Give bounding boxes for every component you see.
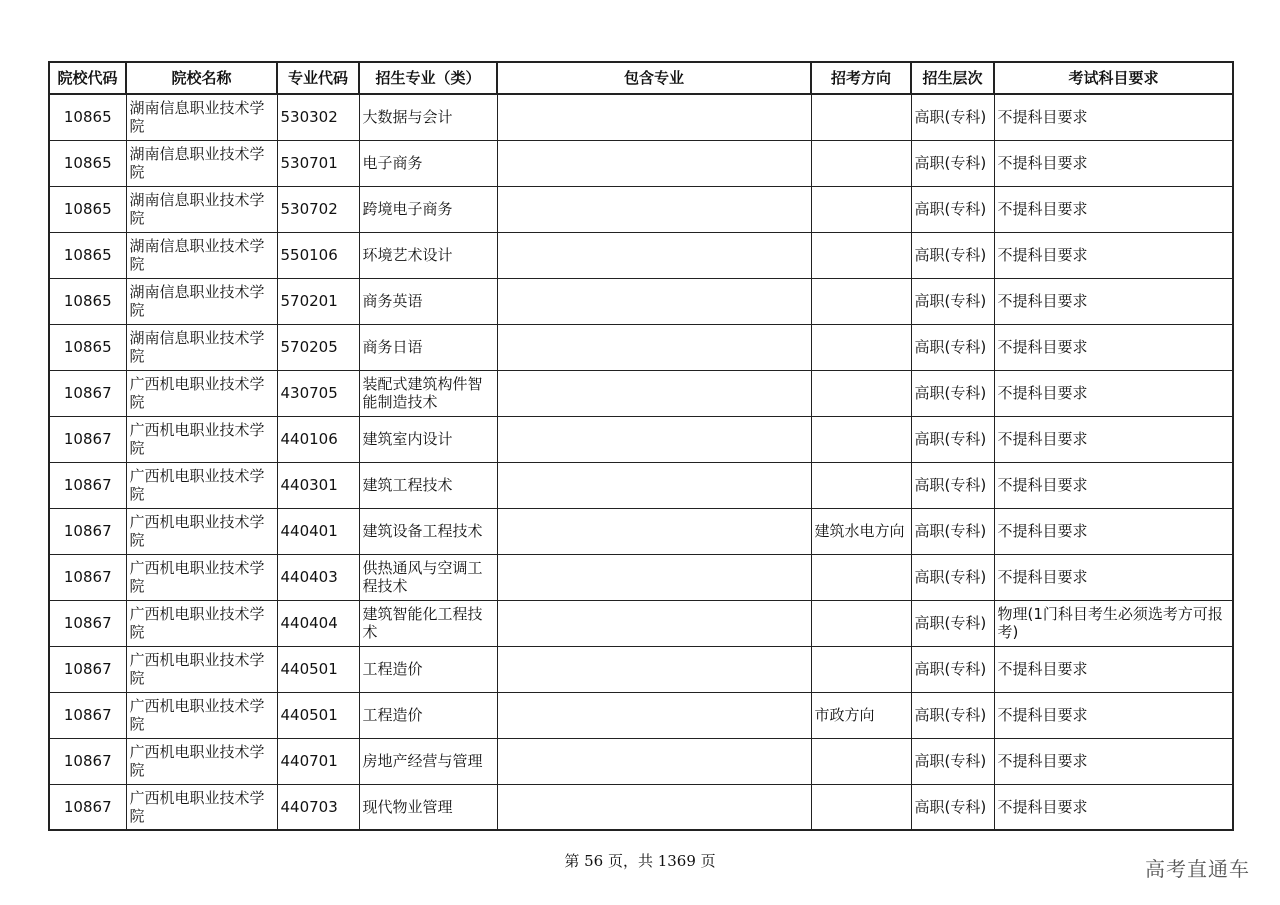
cell-direction [811, 784, 911, 830]
cell-direction [811, 600, 911, 646]
cell-school-name: 湖南信息职业技术学院 [126, 94, 277, 140]
cell-school-name: 广西机电职业技术学院 [126, 738, 277, 784]
cell-subject-requirement: 不提科目要求 [994, 692, 1233, 738]
cell-subject-requirement: 不提科目要求 [994, 416, 1233, 462]
cell-major-code: 440106 [277, 416, 359, 462]
cell-school-name: 广西机电职业技术学院 [126, 600, 277, 646]
cell-subject-requirement: 物理(1门科目考生必须选考方可报考) [994, 600, 1233, 646]
header-school-name: 院校名称 [126, 62, 277, 94]
cell-subject-requirement: 不提科目要求 [994, 738, 1233, 784]
cell-direction [811, 94, 911, 140]
table-row [49, 324, 1233, 370]
table-header-row [49, 62, 1233, 94]
cell-school-name: 湖南信息职业技术学院 [126, 278, 277, 324]
cell-school-name: 广西机电职业技术学院 [126, 508, 277, 554]
table-row [49, 370, 1233, 416]
table-row [49, 232, 1233, 278]
cell-major: 工程造价 [359, 646, 497, 692]
table-row [49, 738, 1233, 784]
cell-school-code: 10865 [49, 278, 126, 324]
cell-major: 跨境电子商务 [359, 186, 497, 232]
cell-included-majors [497, 140, 811, 186]
cell-included-majors [497, 600, 811, 646]
table-row [49, 508, 1233, 554]
cell-subject-requirement: 不提科目要求 [994, 554, 1233, 600]
cell-major-code: 440701 [277, 738, 359, 784]
cell-level: 高职(专科) [911, 140, 994, 186]
cell-school-code: 10867 [49, 462, 126, 508]
cell-major: 电子商务 [359, 140, 497, 186]
table-row [49, 600, 1233, 646]
cell-school-code: 10867 [49, 646, 126, 692]
cell-major-code: 430705 [277, 370, 359, 416]
header-major-code: 专业代码 [277, 62, 359, 94]
cell-direction [811, 278, 911, 324]
cell-school-name: 湖南信息职业技术学院 [126, 324, 277, 370]
table-row [49, 462, 1233, 508]
cell-subject-requirement: 不提科目要求 [994, 370, 1233, 416]
cell-direction [811, 462, 911, 508]
cell-major: 建筑设备工程技术 [359, 508, 497, 554]
cell-school-code: 10867 [49, 554, 126, 600]
admissions-table [48, 61, 1234, 831]
table-row [49, 416, 1233, 462]
cell-major-code: 440501 [277, 646, 359, 692]
watermark-text: 高考直通车 [1145, 857, 1250, 881]
cell-subject-requirement: 不提科目要求 [994, 278, 1233, 324]
header-direction: 招考方向 [811, 62, 911, 94]
header-school-code: 院校代码 [49, 62, 126, 94]
table-row [49, 278, 1233, 324]
cell-subject-requirement: 不提科目要求 [994, 94, 1233, 140]
cell-major-code: 440403 [277, 554, 359, 600]
cell-major-code: 440404 [277, 600, 359, 646]
cell-major-code: 530702 [277, 186, 359, 232]
cell-school-name: 广西机电职业技术学院 [126, 370, 277, 416]
cell-major: 供热通风与空调工程技术 [359, 554, 497, 600]
table-row [49, 94, 1233, 140]
cell-school-name: 湖南信息职业技术学院 [126, 140, 277, 186]
cell-major-code: 530701 [277, 140, 359, 186]
table-row [49, 784, 1233, 830]
cell-level: 高职(专科) [911, 462, 994, 508]
cell-school-code: 10865 [49, 324, 126, 370]
cell-school-code: 10865 [49, 94, 126, 140]
cell-major-code: 570205 [277, 324, 359, 370]
cell-major: 装配式建筑构件智能制造技术 [359, 370, 497, 416]
cell-level: 高职(专科) [911, 232, 994, 278]
cell-school-code: 10867 [49, 416, 126, 462]
cell-subject-requirement: 不提科目要求 [994, 186, 1233, 232]
cell-direction: 市政方向 [811, 692, 911, 738]
cell-school-name: 广西机电职业技术学院 [126, 416, 277, 462]
cell-direction [811, 232, 911, 278]
cell-included-majors [497, 232, 811, 278]
cell-direction: 建筑水电方向 [811, 508, 911, 554]
cell-school-name: 广西机电职业技术学院 [126, 784, 277, 830]
header-subject-requirement: 考试科目要求 [994, 62, 1233, 94]
header-level: 招生层次 [911, 62, 994, 94]
cell-school-name: 广西机电职业技术学院 [126, 462, 277, 508]
cell-level: 高职(专科) [911, 278, 994, 324]
cell-level: 高职(专科) [911, 692, 994, 738]
cell-direction [811, 324, 911, 370]
cell-included-majors [497, 370, 811, 416]
cell-school-code: 10865 [49, 186, 126, 232]
cell-subject-requirement: 不提科目要求 [994, 508, 1233, 554]
cell-included-majors [497, 508, 811, 554]
cell-major: 建筑室内设计 [359, 416, 497, 462]
header-major: 招生专业（类） [359, 62, 497, 94]
cell-subject-requirement: 不提科目要求 [994, 232, 1233, 278]
cell-included-majors [497, 738, 811, 784]
cell-school-code: 10867 [49, 508, 126, 554]
cell-major-code: 440401 [277, 508, 359, 554]
cell-school-code: 10867 [49, 692, 126, 738]
cell-school-code: 10867 [49, 738, 126, 784]
cell-direction [811, 416, 911, 462]
cell-school-name: 广西机电职业技术学院 [126, 554, 277, 600]
cell-school-code: 10867 [49, 370, 126, 416]
table-row [49, 186, 1233, 232]
header-included-majors: 包含专业 [497, 62, 811, 94]
cell-major: 建筑工程技术 [359, 462, 497, 508]
cell-included-majors [497, 278, 811, 324]
cell-major-code: 570201 [277, 278, 359, 324]
cell-level: 高职(专科) [911, 600, 994, 646]
table-row [49, 646, 1233, 692]
cell-subject-requirement: 不提科目要求 [994, 784, 1233, 830]
cell-school-code: 10865 [49, 140, 126, 186]
cell-subject-requirement: 不提科目要求 [994, 140, 1233, 186]
cell-school-name: 广西机电职业技术学院 [126, 646, 277, 692]
cell-direction [811, 186, 911, 232]
cell-level: 高职(专科) [911, 416, 994, 462]
cell-included-majors [497, 186, 811, 232]
cell-school-name: 湖南信息职业技术学院 [126, 186, 277, 232]
cell-level: 高职(专科) [911, 508, 994, 554]
cell-level: 高职(专科) [911, 738, 994, 784]
cell-included-majors [497, 416, 811, 462]
cell-school-code: 10867 [49, 784, 126, 830]
cell-direction [811, 738, 911, 784]
cell-level: 高职(专科) [911, 554, 994, 600]
cell-level: 高职(专科) [911, 94, 994, 140]
cell-major-code: 440301 [277, 462, 359, 508]
page-footer: 第 56 页，共 1369 页 [564, 852, 716, 870]
cell-direction [811, 646, 911, 692]
cell-included-majors [497, 692, 811, 738]
cell-major: 工程造价 [359, 692, 497, 738]
cell-school-name: 广西机电职业技术学院 [126, 692, 277, 738]
cell-major-code: 440703 [277, 784, 359, 830]
cell-included-majors [497, 554, 811, 600]
cell-level: 高职(专科) [911, 186, 994, 232]
cell-subject-requirement: 不提科目要求 [994, 646, 1233, 692]
cell-direction [811, 370, 911, 416]
cell-major: 现代物业管理 [359, 784, 497, 830]
cell-level: 高职(专科) [911, 324, 994, 370]
cell-major: 环境艺术设计 [359, 232, 497, 278]
cell-subject-requirement: 不提科目要求 [994, 324, 1233, 370]
cell-school-code: 10865 [49, 232, 126, 278]
cell-included-majors [497, 646, 811, 692]
cell-school-name: 湖南信息职业技术学院 [126, 232, 277, 278]
cell-included-majors [497, 462, 811, 508]
cell-included-majors [497, 94, 811, 140]
cell-direction [811, 140, 911, 186]
table-row [49, 140, 1233, 186]
cell-major-code: 550106 [277, 232, 359, 278]
cell-major: 房地产经营与管理 [359, 738, 497, 784]
cell-level: 高职(专科) [911, 784, 994, 830]
cell-major: 商务日语 [359, 324, 497, 370]
cell-included-majors [497, 324, 811, 370]
cell-major: 大数据与会计 [359, 94, 497, 140]
table-body [49, 94, 1233, 830]
cell-level: 高职(专科) [911, 370, 994, 416]
table-row [49, 692, 1233, 738]
cell-major: 商务英语 [359, 278, 497, 324]
cell-subject-requirement: 不提科目要求 [994, 462, 1233, 508]
cell-major: 建筑智能化工程技术 [359, 600, 497, 646]
cell-level: 高职(专科) [911, 646, 994, 692]
cell-direction [811, 554, 911, 600]
cell-major-code: 440501 [277, 692, 359, 738]
table-row [49, 554, 1233, 600]
cell-included-majors [497, 784, 811, 830]
cell-school-code: 10867 [49, 600, 126, 646]
cell-major-code: 530302 [277, 94, 359, 140]
